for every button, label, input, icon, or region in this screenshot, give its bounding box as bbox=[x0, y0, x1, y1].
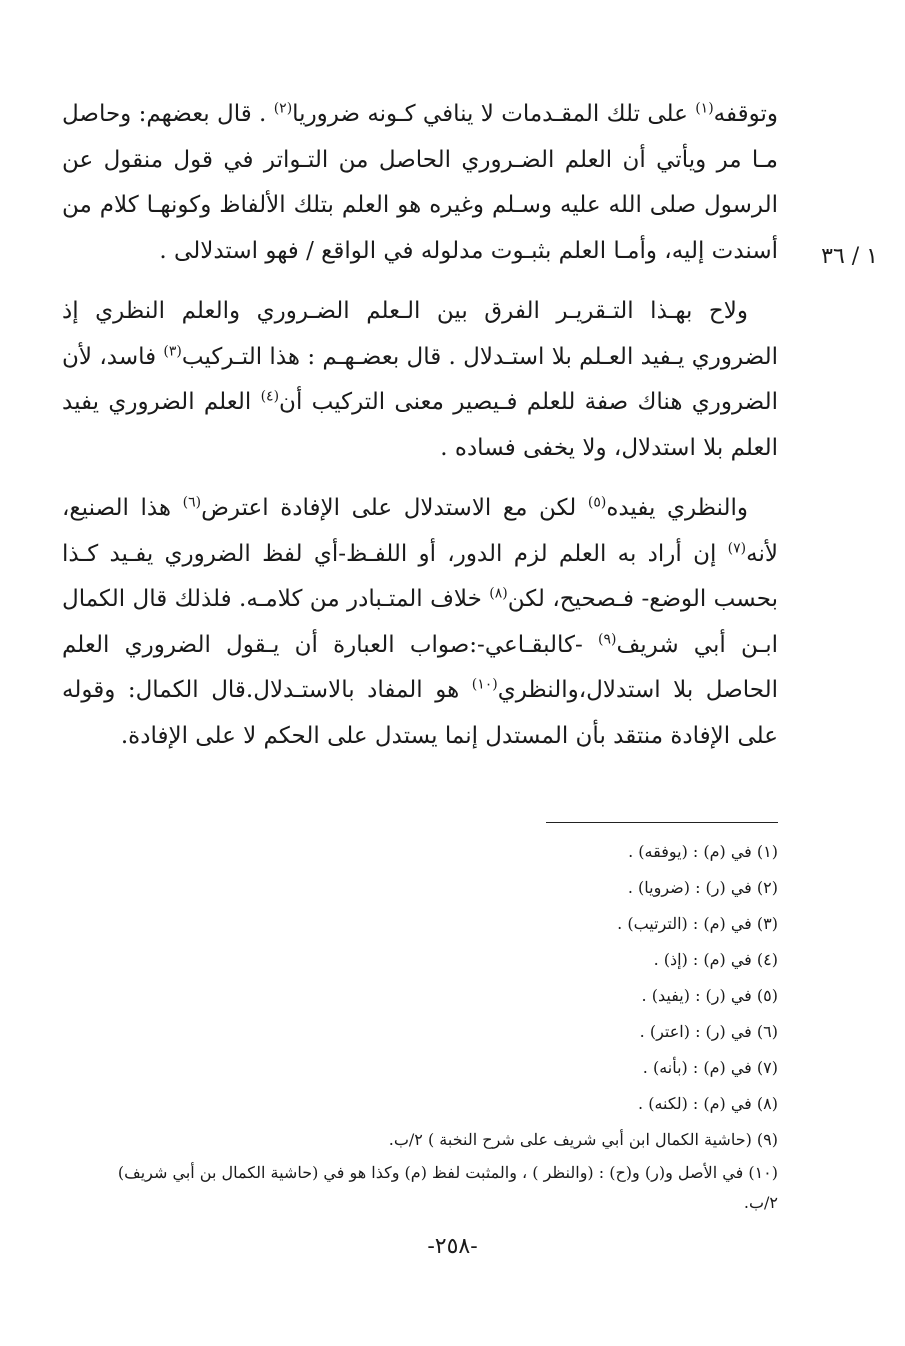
footnote: (٣) في (م) : (الترتيب) . bbox=[617, 914, 778, 933]
text-run: وتوقفه bbox=[713, 101, 779, 127]
footnote: (٧) في (م) : (بأنه) . bbox=[642, 1058, 778, 1077]
footnote-marker: (٢) bbox=[273, 100, 293, 117]
text-run: العلم الضروري يفيد العلم بلا استدلال، ولا يخفى فساده . bbox=[62, 389, 778, 461]
footnote-marker: (٣) bbox=[163, 342, 182, 359]
footnote: (٨) في (م) : (لكنه) . bbox=[638, 1094, 778, 1113]
text-run: لكن مع الاستدلال على الإفادة اعترض bbox=[201, 495, 588, 521]
text-run: فاسد، لأن الضروري هناك صفة للعلم فـيصير معنى التركيب أن bbox=[62, 343, 779, 415]
footnotes bbox=[100, 834, 778, 1218]
footnote-marker: (٦) bbox=[182, 494, 202, 511]
footnote-marker: (٩) bbox=[597, 630, 617, 647]
main-text bbox=[62, 92, 778, 759]
footnote: (٦) في (ر) : (اعتر) . bbox=[639, 1022, 778, 1041]
footnote-marker: (٧) bbox=[727, 539, 747, 556]
footnote-marker: (٤) bbox=[260, 388, 280, 405]
paragraph bbox=[62, 486, 778, 759]
footnote-separator bbox=[546, 822, 778, 823]
text-run: إن أراد به العلم لزم الدور، أو اللفـظ-أي لفظ الضروري يفـيد كـذا بحسب الوضع- فـصحيح، لكن bbox=[62, 540, 778, 612]
text-run: . قال بعضهم: وحاصل مـا مر ويأتي أن العلم الضـروري الحاصل من التـواتر في قول منقول عن الرسول صلى الله عليه وسـلم وغيره هو العلم بتلك الألفاظ وكونهـا كلام من أسندت إليه، وأمـا العلم بثبـوت مدلوله في الواقع / فهو استدلالى . bbox=[62, 101, 778, 264]
footnote-marker: (١٠) bbox=[471, 676, 498, 693]
footnote: (٩) (حاشية الكمال ابن أبي شريف على شرح النخبة ) ٢/ب. bbox=[388, 1130, 778, 1149]
footnote-marker: (٥) bbox=[587, 494, 607, 511]
text-run: هذا الصنيع، لأنه bbox=[62, 495, 778, 567]
paragraph bbox=[62, 92, 778, 274]
footnote: (١) في (م) : (يوفقه) . bbox=[628, 842, 778, 861]
text-run: خلاف المتـبادر من كلامـه. فلذلك قال الكمال ابـن أبي شريف bbox=[62, 586, 778, 658]
text-run: ولاح بهـذا التـقريـر الفرق بين الـعلم الضـروري والعلم النظري إذ الضروري يـفيد العـلم بلا استـدلال . قال بعضـهـم : هذا التـركيب bbox=[62, 298, 778, 370]
page-number: -٢٥٨- bbox=[427, 1234, 478, 1259]
footnote: (٤) في (م) : (إذ) . bbox=[653, 950, 778, 969]
margin-manuscript-reference: ١ / ٣٦ bbox=[821, 244, 878, 269]
footnote: (٢) في (ر) : (ضرويا) . bbox=[627, 878, 778, 897]
footnote: (١٠) في الأصل و(ر) و(ح) : (والنظر ) ، والمثبت لفظ (م) وكذا هو في (حاشية الكمال بن أبي شريف) ٢/ب. bbox=[117, 1163, 778, 1212]
text-run: -كالبقـاعي-:صواب العبارة أن يـقول الضروري العلم الحاصل بلا استدلال،والنظري bbox=[62, 631, 778, 703]
text-run: والنظري يفيده bbox=[606, 495, 748, 521]
text-run: على تلك المقـدمات لا ينافي كـونه ضروريا bbox=[292, 101, 696, 127]
footnote-marker: (٨) bbox=[489, 585, 508, 602]
paragraph bbox=[62, 289, 778, 471]
footnote-marker: (١) bbox=[695, 100, 714, 117]
footnote: (٥) في (ر) : (يفيد) . bbox=[641, 986, 778, 1005]
text-run: هو المفاد بالاستـدلال.قال الكمال: وقوله على الإفادة منتقد بأن المستدل إنما يستدل على الحكم لا على الإفادة. bbox=[62, 677, 778, 749]
